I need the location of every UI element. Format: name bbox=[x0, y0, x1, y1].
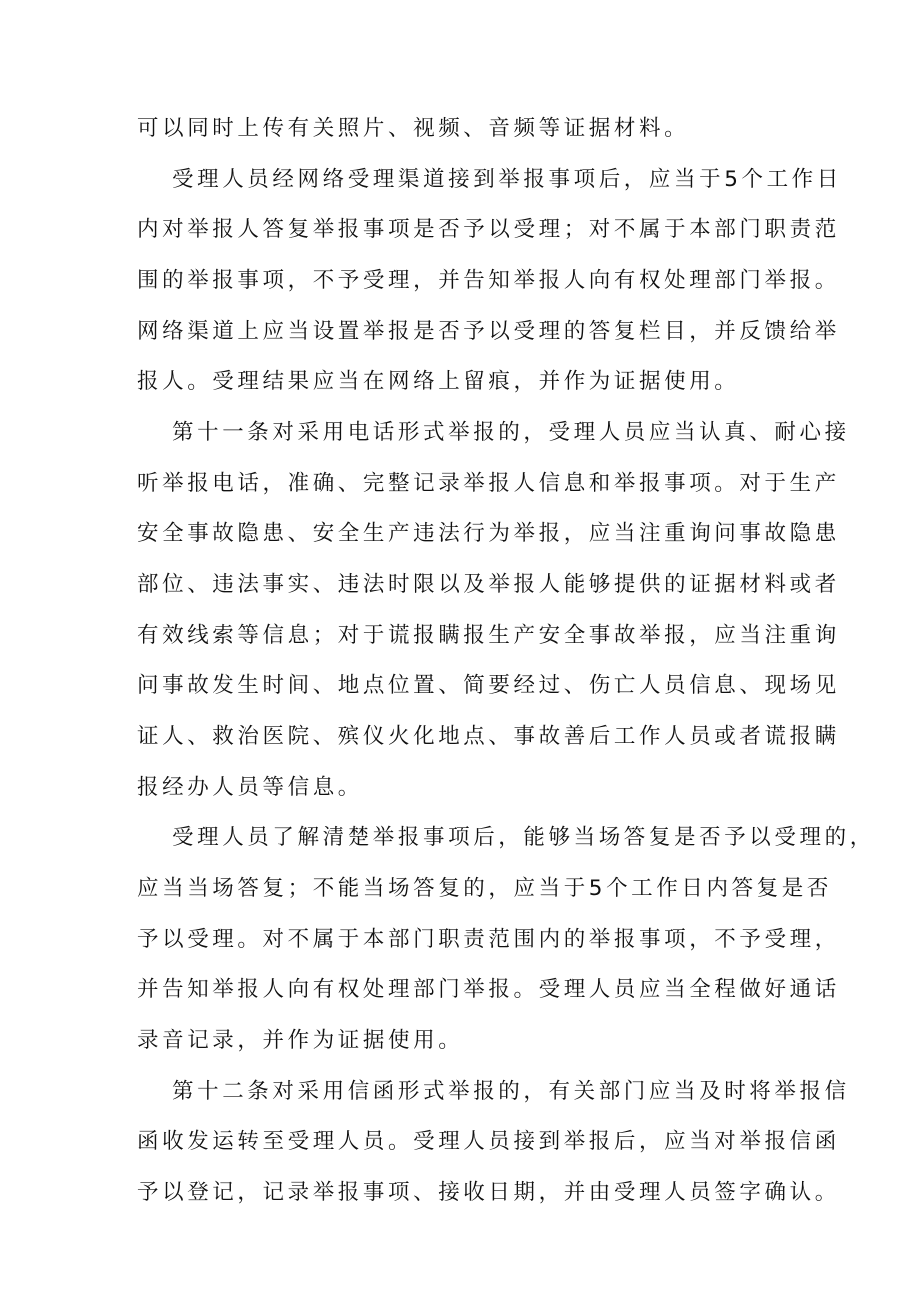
paragraph-first-line: 第十一条对采用电话形式举报的，受理人员应当认真、耐心接 bbox=[172, 420, 850, 445]
paragraph-first-line: 受理人员经网络受理渠道接到举报事项后，应当于5个工作日 bbox=[172, 167, 842, 192]
paragraph-first-line: 受理人员了解清楚举报事项后，能够当场答复是否予以受理的， bbox=[172, 825, 875, 850]
text-line: 予以受理。对不属于本部门职责范围内的举报事项，不予受理， bbox=[137, 927, 840, 952]
text-line: 可以同时上传有关照片、视频、音频等证据材料。 bbox=[137, 116, 690, 141]
text-line: 部位、违法事实、违法时限以及举报人能够提供的证据材料或者 bbox=[137, 572, 840, 597]
text-line: 证人、救治医院、殡仪火化地点、事故善后工作人员或者谎报瞒 bbox=[137, 724, 840, 749]
text-line: 网络渠道上应当设置举报是否予以受理的答复栏目，并反馈给举 bbox=[137, 319, 840, 344]
text-line: 围的举报事项，不予受理，并告知举报人向有权处理部门举报。 bbox=[137, 268, 840, 293]
text-line: 内对举报人答复举报事项是否予以受理；对不属于本部门职责范 bbox=[137, 217, 840, 242]
text-line: 录音记录，并作为证据使用。 bbox=[137, 1028, 464, 1053]
text-line: 问事故发生时间、地点位置、简要经过、伤亡人员信息、现场见 bbox=[137, 673, 840, 698]
text-line: 函收发运转至受理人员。受理人员接到举报后，应当对举报信函 bbox=[137, 1129, 840, 1154]
paragraph-first-line: 第十二条对采用信函形式举报的，有关部门应当及时将举报信 bbox=[172, 1079, 850, 1104]
text-line: 并告知举报人向有权处理部门举报。受理人员应当全程做好通话 bbox=[137, 977, 840, 1002]
text-line: 听举报电话，准确、完整记录举报人信息和举报事项。对于生产 bbox=[137, 471, 840, 496]
text-line: 予以登记，记录举报事项、接收日期，并由受理人员签字确认。 bbox=[137, 1180, 840, 1205]
text-line: 报人。受理结果应当在网络上留痕，并作为证据使用。 bbox=[137, 369, 740, 394]
text-line: 报经办人员等信息。 bbox=[137, 775, 363, 800]
text-line: 有效线索等信息；对于谎报瞒报生产安全事故举报，应当注重询 bbox=[137, 623, 840, 648]
text-line: 应当当场答复；不能当场答复的，应当于5个工作日内答复是否 bbox=[137, 876, 832, 901]
text-line: 安全事故隐患、安全生产违法行为举报，应当注重询问事故隐患 bbox=[137, 521, 840, 546]
